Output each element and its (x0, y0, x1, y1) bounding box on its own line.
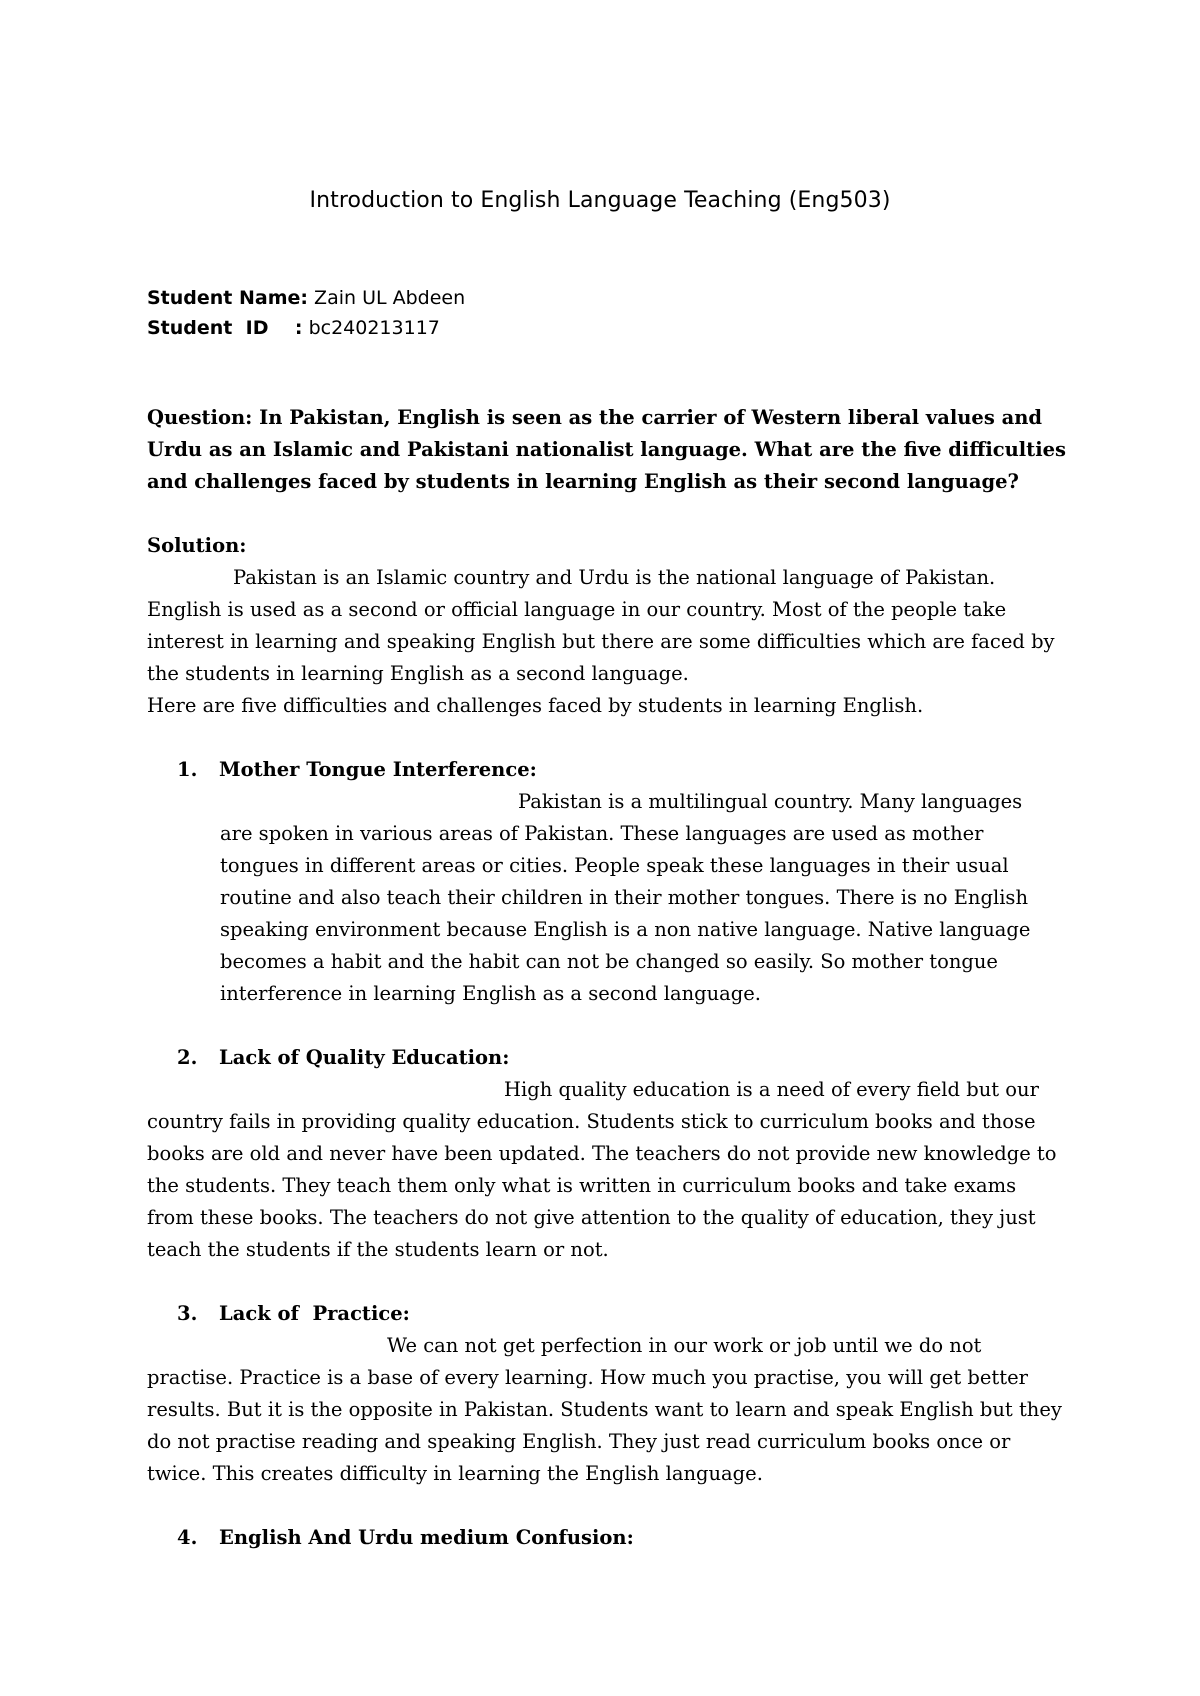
item-heading-1 (177, 754, 537, 786)
item-title-1: Mother Tongue Interference: (219, 758, 537, 781)
item-title-4: English And Urdu medium Confusion: (219, 1526, 634, 1549)
solution-heading: Solution: (147, 534, 247, 557)
item-body-3: We can not get perfection in our work or job until we do not practise. Practice is a base of every learning. How much you practise, you will get better results. But it is the opposite in Pakistan. Students want to learn and speak English but they do not practise reading and speaking English. They just read curriculum books once or twice. This creates difficulty in learning the English language. (147, 1334, 1062, 1485)
question-text: Question: In Pakistan, English is seen as the carrier of Western liberal values and Urdu as an Islamic and Pakistani nationalist language. What are the five difficulties and challenges faced by students in learning English as their second language? (147, 406, 1066, 493)
item-body-1: Pakistan is a multilingual country. Many languages are spoken in various areas of Pakistan. These languages are used as mother tongues in different areas or cities. People speak these languages in their usual routine and also teach their children in their mother tongues. There is no English speaking environment because English is a non native language. Native language becomes a habit and the habit can not be changed so easily. So mother tongue interference in learning English as a second language. (220, 790, 1031, 1005)
item-number-3: 3. (177, 1302, 198, 1325)
item-number-2: 2. (177, 1046, 198, 1069)
item-title-2: Lack of Quality Education: (219, 1046, 510, 1069)
item-title-3: Lack of Practice: (219, 1302, 410, 1325)
student-name-line (147, 284, 465, 312)
item-number-4: 4. (177, 1526, 198, 1549)
student-name-label: Student Name: (147, 287, 309, 309)
solution-lead: Here are five difficulties and challenges faced by students in learning English. (147, 694, 924, 717)
item-number-1: 1. (177, 758, 198, 781)
solution-intro: Pakistan is an Islamic country and Urdu is the national language of Pakistan. English is used as a second or official language in our country. Most of the people take interest in learning and speaking English but there are some difficulties which are faced by the students in learning English as a second language. (147, 566, 1055, 685)
student-id-line (147, 314, 440, 342)
item-heading-3 (177, 1298, 410, 1330)
item-heading-2 (177, 1042, 509, 1074)
student-id-label: Student ID : (147, 317, 303, 339)
document-title: Introduction to English Language Teaching (Eng503) (309, 188, 891, 213)
student-id-value: bc240213117 (302, 317, 440, 339)
item-heading-4 (177, 1522, 634, 1554)
item-body-2: High quality education is a need of every field but our country fails in providing quality education. Students stick to curriculum books and those books are old and never have been updated. The teachers do not provide new knowledge to the students. They teach them only what is written in curriculum books and take exams from these books. The teachers do not give attention to the quality of education, they just teach the students if the students learn or not. (147, 1078, 1057, 1261)
student-name-value: Zain UL Abdeen (308, 287, 466, 309)
